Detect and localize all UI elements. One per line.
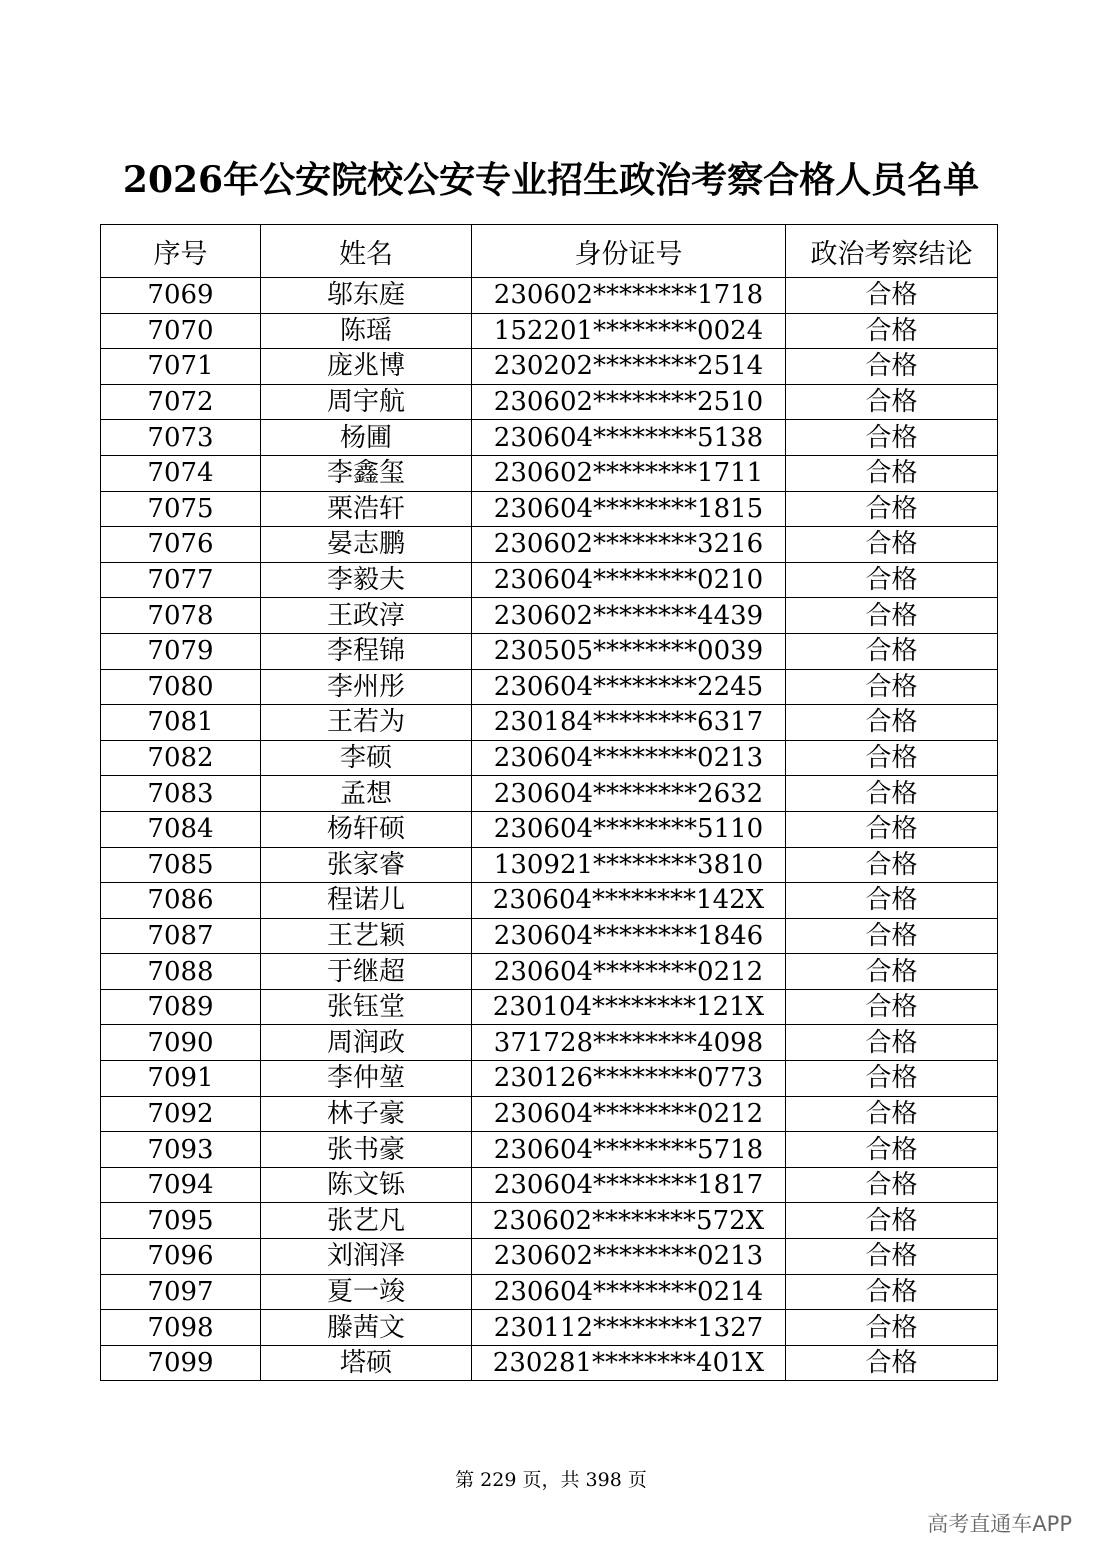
cell-seq: 7082 <box>101 740 261 776</box>
cell-result: 合格 <box>786 1096 998 1132</box>
page-title: 2026年公安院校公安专业招生政治考察合格人员名单 <box>122 159 980 201</box>
table-row <box>101 1025 998 1061</box>
table-row <box>101 954 998 990</box>
cell-id: 230202********2514 <box>472 349 786 385</box>
cell-name: 庞兆博 <box>261 349 472 385</box>
cell-name: 杨轩硕 <box>261 811 472 847</box>
cell-seq: 7088 <box>101 954 261 990</box>
header-seq: 序号 <box>101 225 261 278</box>
cell-id: 230604********142X <box>472 883 786 919</box>
cell-name: 孟想 <box>261 776 472 812</box>
cell-result: 合格 <box>786 562 998 598</box>
table-row <box>101 669 998 705</box>
cell-name: 张家睿 <box>261 847 472 883</box>
cell-result: 合格 <box>786 1274 998 1310</box>
cell-id: 230604********0212 <box>472 954 786 990</box>
cell-result: 合格 <box>786 633 998 669</box>
cell-id: 230604********1846 <box>472 918 786 954</box>
cell-id: 230604********2245 <box>472 669 786 705</box>
table-row <box>101 776 998 812</box>
cell-seq: 7075 <box>101 491 261 527</box>
cell-result: 合格 <box>786 384 998 420</box>
cell-name: 滕茜文 <box>261 1310 472 1346</box>
watermark: 高考直通车APP <box>927 1512 1072 1536</box>
cell-name: 陈文铄 <box>261 1167 472 1203</box>
cell-seq: 7086 <box>101 883 261 919</box>
table-row <box>101 1345 998 1381</box>
header-name: 姓名 <box>261 225 472 278</box>
cell-seq: 7098 <box>101 1310 261 1346</box>
cell-seq: 7087 <box>101 918 261 954</box>
cell-result: 合格 <box>786 776 998 812</box>
cell-name: 王艺颖 <box>261 918 472 954</box>
cell-result: 合格 <box>786 349 998 385</box>
cell-result: 合格 <box>786 313 998 349</box>
cell-name: 刘润泽 <box>261 1239 472 1275</box>
cell-id: 230604********0213 <box>472 740 786 776</box>
roster-table <box>100 224 998 1381</box>
cell-result: 合格 <box>786 1203 998 1239</box>
cell-name: 李程锦 <box>261 633 472 669</box>
cell-seq: 7078 <box>101 598 261 634</box>
cell-id: 230126********0773 <box>472 1061 786 1097</box>
cell-result: 合格 <box>786 1167 998 1203</box>
cell-seq: 7093 <box>101 1132 261 1168</box>
cell-name: 于继超 <box>261 954 472 990</box>
cell-seq: 7074 <box>101 455 261 491</box>
table-row <box>101 918 998 954</box>
cell-name: 王政淳 <box>261 598 472 634</box>
cell-id: 230602********3216 <box>472 527 786 563</box>
cell-name: 周宇航 <box>261 384 472 420</box>
cell-name: 栗浩轩 <box>261 491 472 527</box>
cell-result: 合格 <box>786 883 998 919</box>
cell-name: 周润政 <box>261 1025 472 1061</box>
cell-name: 张钰堂 <box>261 989 472 1025</box>
cell-name: 张艺凡 <box>261 1203 472 1239</box>
table-row <box>101 1203 998 1239</box>
cell-result: 合格 <box>786 669 998 705</box>
cell-seq: 7084 <box>101 811 261 847</box>
table-row <box>101 989 998 1025</box>
cell-name: 李鑫玺 <box>261 455 472 491</box>
cell-id: 230602********572X <box>472 1203 786 1239</box>
cell-id: 230602********0213 <box>472 1239 786 1275</box>
cell-result: 合格 <box>786 1239 998 1275</box>
cell-name: 晏志鹏 <box>261 527 472 563</box>
cell-result: 合格 <box>786 1061 998 1097</box>
cell-result: 合格 <box>786 527 998 563</box>
cell-id: 230602********1711 <box>472 455 786 491</box>
table-row <box>101 562 998 598</box>
cell-result: 合格 <box>786 1025 998 1061</box>
cell-id: 230604********1817 <box>472 1167 786 1203</box>
table-header-row <box>101 225 998 278</box>
cell-name: 邬东庭 <box>261 278 472 314</box>
cell-seq: 7094 <box>101 1167 261 1203</box>
cell-id: 230112********1327 <box>472 1310 786 1346</box>
table-row <box>101 1061 998 1097</box>
cell-id: 230602********4439 <box>472 598 786 634</box>
cell-result: 合格 <box>786 1345 998 1381</box>
header-id: 身份证号 <box>472 225 786 278</box>
table-row <box>101 455 998 491</box>
cell-result: 合格 <box>786 705 998 741</box>
cell-seq: 7071 <box>101 349 261 385</box>
table-body <box>101 278 998 1381</box>
cell-seq: 7091 <box>101 1061 261 1097</box>
cell-id: 230604********0210 <box>472 562 786 598</box>
cell-name: 陈瑶 <box>261 313 472 349</box>
table-row <box>101 1274 998 1310</box>
cell-name: 王若为 <box>261 705 472 741</box>
cell-seq: 7096 <box>101 1239 261 1275</box>
cell-id: 371728********4098 <box>472 1025 786 1061</box>
cell-seq: 7070 <box>101 313 261 349</box>
cell-seq: 7092 <box>101 1096 261 1132</box>
cell-result: 合格 <box>786 598 998 634</box>
cell-id: 230281********401X <box>472 1345 786 1381</box>
table-row <box>101 598 998 634</box>
table-row <box>101 349 998 385</box>
cell-id: 230602********1718 <box>472 278 786 314</box>
table-row <box>101 420 998 456</box>
cell-result: 合格 <box>786 811 998 847</box>
table-row <box>101 313 998 349</box>
cell-seq: 7085 <box>101 847 261 883</box>
table-row <box>101 740 998 776</box>
cell-result: 合格 <box>786 278 998 314</box>
cell-seq: 7095 <box>101 1203 261 1239</box>
table-row <box>101 1310 998 1346</box>
table-row <box>101 847 998 883</box>
cell-id: 230505********0039 <box>472 633 786 669</box>
cell-seq: 7081 <box>101 705 261 741</box>
cell-name: 李硕 <box>261 740 472 776</box>
cell-seq: 7090 <box>101 1025 261 1061</box>
cell-name: 塔硕 <box>261 1345 472 1381</box>
cell-id: 230604********5138 <box>472 420 786 456</box>
table-row <box>101 384 998 420</box>
cell-seq: 7072 <box>101 384 261 420</box>
cell-name: 程诺儿 <box>261 883 472 919</box>
cell-seq: 7089 <box>101 989 261 1025</box>
cell-name: 李毅夫 <box>261 562 472 598</box>
table-row <box>101 633 998 669</box>
cell-id: 230604********1815 <box>472 491 786 527</box>
table-row <box>101 491 998 527</box>
table-row <box>101 527 998 563</box>
cell-result: 合格 <box>786 918 998 954</box>
cell-seq: 7076 <box>101 527 261 563</box>
table-row <box>101 705 998 741</box>
cell-name: 张书豪 <box>261 1132 472 1168</box>
cell-id: 152201********0024 <box>472 313 786 349</box>
table-row <box>101 278 998 314</box>
cell-id: 230604********0212 <box>472 1096 786 1132</box>
table-row <box>101 1096 998 1132</box>
page-number: 第 229 页，共 398 页 <box>455 1469 647 1491</box>
table-row <box>101 1239 998 1275</box>
cell-seq: 7077 <box>101 562 261 598</box>
cell-seq: 7080 <box>101 669 261 705</box>
cell-name: 林子豪 <box>261 1096 472 1132</box>
cell-result: 合格 <box>786 954 998 990</box>
cell-id: 230602********2510 <box>472 384 786 420</box>
cell-seq: 7099 <box>101 1345 261 1381</box>
cell-id: 130921********3810 <box>472 847 786 883</box>
cell-seq: 7097 <box>101 1274 261 1310</box>
table-row <box>101 1132 998 1168</box>
cell-result: 合格 <box>786 455 998 491</box>
cell-seq: 7073 <box>101 420 261 456</box>
cell-name: 李仲堃 <box>261 1061 472 1097</box>
cell-result: 合格 <box>786 1310 998 1346</box>
cell-id: 230604********5110 <box>472 811 786 847</box>
cell-seq: 7083 <box>101 776 261 812</box>
cell-result: 合格 <box>786 420 998 456</box>
cell-name: 李州彤 <box>261 669 472 705</box>
cell-result: 合格 <box>786 491 998 527</box>
table-row <box>101 883 998 919</box>
cell-result: 合格 <box>786 847 998 883</box>
cell-result: 合格 <box>786 989 998 1025</box>
cell-name: 杨圃 <box>261 420 472 456</box>
cell-seq: 7069 <box>101 278 261 314</box>
cell-id: 230184********6317 <box>472 705 786 741</box>
cell-id: 230604********0214 <box>472 1274 786 1310</box>
cell-name: 夏一竣 <box>261 1274 472 1310</box>
cell-seq: 7079 <box>101 633 261 669</box>
cell-id: 230104********121X <box>472 989 786 1025</box>
cell-id: 230604********5718 <box>472 1132 786 1168</box>
cell-result: 合格 <box>786 740 998 776</box>
cell-result: 合格 <box>786 1132 998 1168</box>
table-row <box>101 1167 998 1203</box>
cell-id: 230604********2632 <box>472 776 786 812</box>
table-row <box>101 811 998 847</box>
header-result: 政治考察结论 <box>786 225 998 278</box>
